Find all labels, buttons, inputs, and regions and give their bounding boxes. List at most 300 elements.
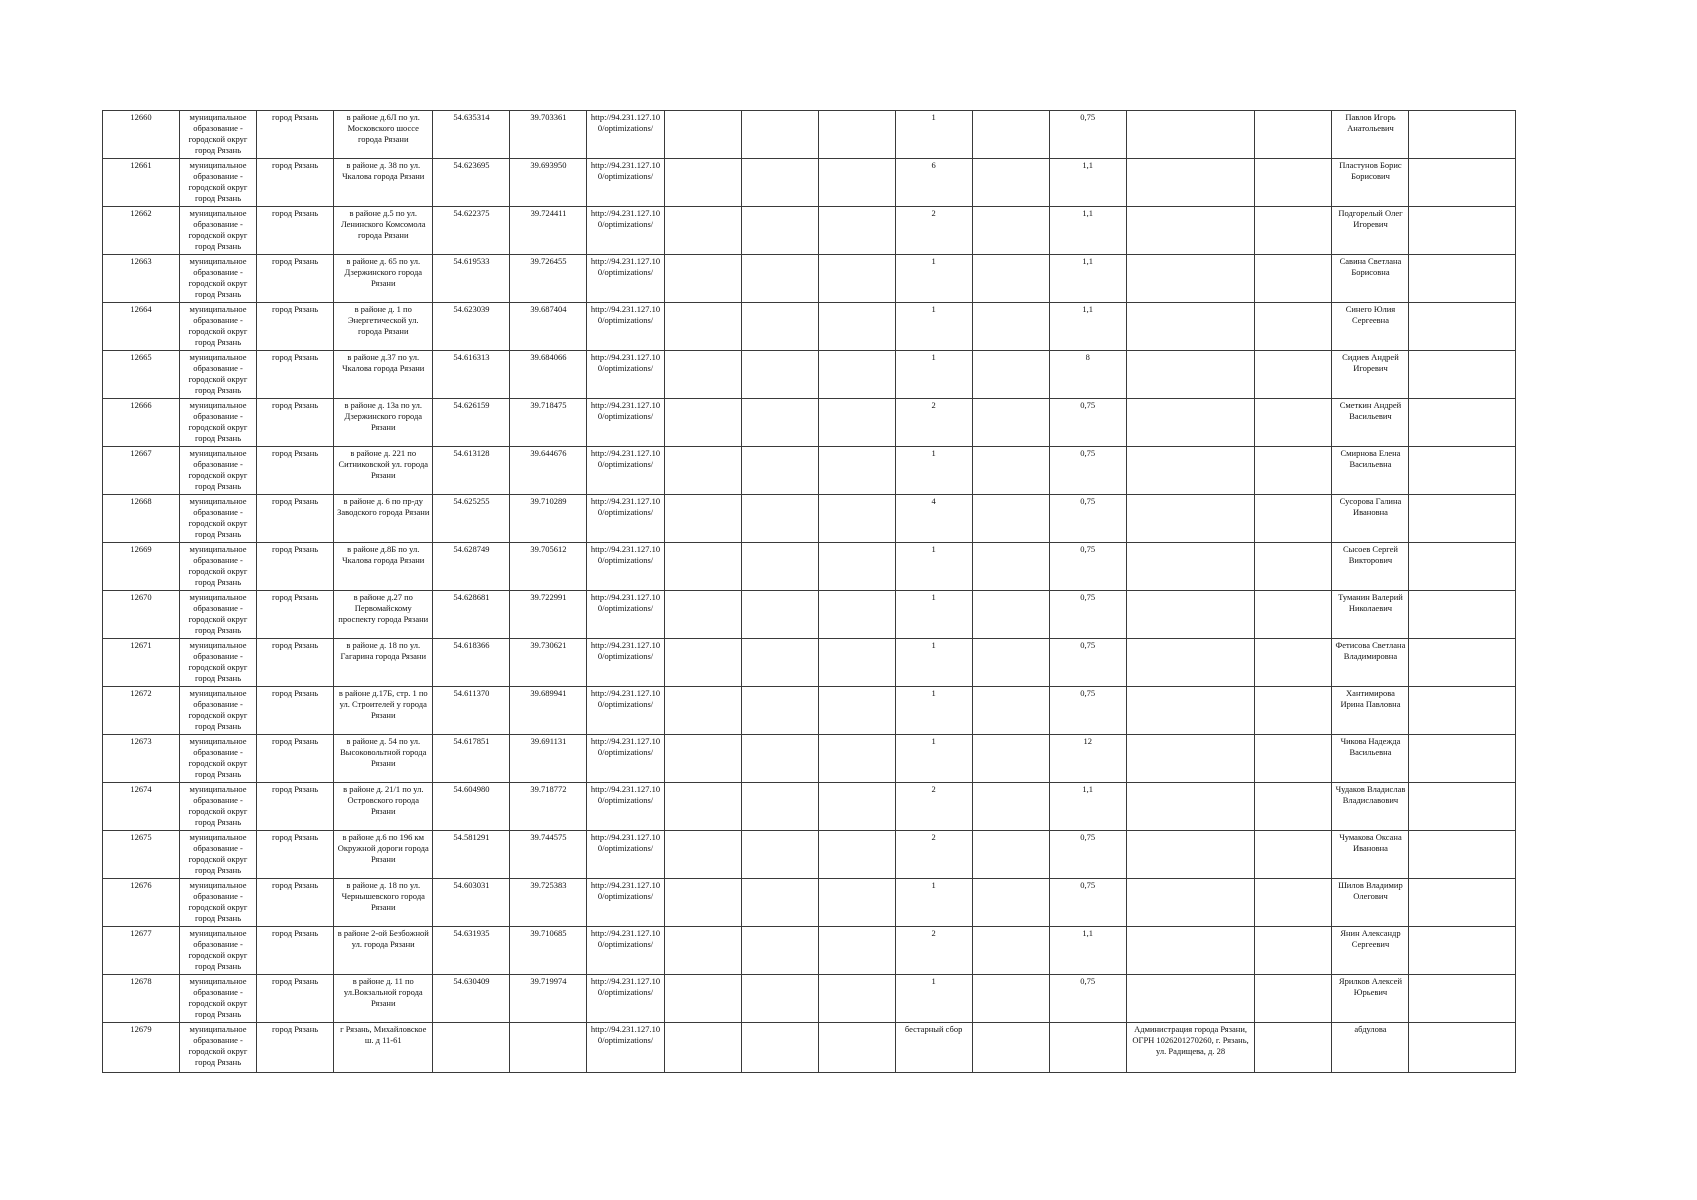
table-row [103, 495, 1516, 543]
empty-cell-a [664, 159, 741, 207]
empty-cell-e [1255, 207, 1332, 255]
empty-cell-e [1255, 399, 1332, 447]
empty-cell-c [818, 543, 895, 591]
address-cell: в районе д.6Л по ул. Московского шоссе города Рязани [334, 111, 433, 159]
table-row [103, 735, 1516, 783]
empty-cell-e [1255, 975, 1332, 1023]
empty-cell-a [664, 207, 741, 255]
empty-cell-b [741, 255, 818, 303]
empty-cell-f [1409, 255, 1516, 303]
owner-person-cell: Синего Юлия Сергеевна [1332, 303, 1409, 351]
city-cell: город Рязань [257, 735, 334, 783]
empty-cell-e [1255, 783, 1332, 831]
empty-cell-a [664, 735, 741, 783]
url-cell: http://94.231.127.100/optimizations/ [587, 831, 664, 879]
owner-person-cell: Фетисова Светлана Владимировна [1332, 639, 1409, 687]
latitude-cell: 54.623695 [433, 159, 510, 207]
empty-cell-e [1255, 927, 1332, 975]
empty-cell-b [741, 447, 818, 495]
longitude-cell: 39.726455 [510, 255, 587, 303]
municipality-cell: муниципальное образование - городской округ город Рязань [180, 207, 257, 255]
table-row [103, 543, 1516, 591]
empty-cell-c [818, 1023, 895, 1073]
owner-organization-cell: Администрация города Рязани, ОГРН 1026201270260, г. Рязань, ул. Радищева, д. 28 [1126, 1023, 1255, 1073]
empty-cell-f [1409, 543, 1516, 591]
owner-organization-cell [1126, 639, 1255, 687]
longitude-cell: 39.718475 [510, 399, 587, 447]
url-cell: http://94.231.127.100/optimizations/ [587, 735, 664, 783]
empty-cell-f [1409, 927, 1516, 975]
container-volume-cell: 0,75 [1049, 111, 1126, 159]
city-cell: город Рязань [257, 399, 334, 447]
latitude-cell: 54.604980 [433, 783, 510, 831]
empty-cell-b [741, 927, 818, 975]
container-volume-cell: 0,75 [1049, 879, 1126, 927]
url-cell: http://94.231.127.100/optimizations/ [587, 351, 664, 399]
empty-cell-b [741, 591, 818, 639]
table-row [103, 303, 1516, 351]
url-cell: http://94.231.127.100/optimizations/ [587, 111, 664, 159]
container-count-cell: 1 [895, 591, 972, 639]
container-count-cell: 1 [895, 735, 972, 783]
address-cell: в районе д. 38 по ул. Чкалова города Рязани [334, 159, 433, 207]
city-cell: город Рязань [257, 207, 334, 255]
longitude-cell: 39.710289 [510, 495, 587, 543]
empty-cell-c [818, 303, 895, 351]
city-cell: город Рязань [257, 495, 334, 543]
container-volume-cell: 1,1 [1049, 207, 1126, 255]
url-cell: http://94.231.127.100/optimizations/ [587, 207, 664, 255]
empty-cell-c [818, 831, 895, 879]
empty-cell-c [818, 159, 895, 207]
owner-organization-cell [1126, 591, 1255, 639]
id-cell: 12667 [103, 447, 180, 495]
latitude-cell [433, 1023, 510, 1073]
empty-cell-e [1255, 639, 1332, 687]
container-count-cell: 1 [895, 255, 972, 303]
empty-cell-d [972, 831, 1049, 879]
empty-cell-d [972, 927, 1049, 975]
container-count-cell: 1 [895, 639, 972, 687]
url-cell: http://94.231.127.100/optimizations/ [587, 975, 664, 1023]
table-row [103, 831, 1516, 879]
empty-cell-b [741, 351, 818, 399]
longitude-cell: 39.687404 [510, 303, 587, 351]
empty-cell-c [818, 495, 895, 543]
empty-cell-b [741, 495, 818, 543]
empty-cell-c [818, 207, 895, 255]
empty-cell-b [741, 879, 818, 927]
address-cell: в районе д.17Б, стр. 1 по ул. Строителей у города Рязани [334, 687, 433, 735]
empty-cell-d [972, 591, 1049, 639]
address-cell: в районе д. 54 по ул. Высоковольтной города Рязани [334, 735, 433, 783]
container-count-cell: 4 [895, 495, 972, 543]
longitude-cell: 39.689941 [510, 687, 587, 735]
city-cell: город Рязань [257, 447, 334, 495]
address-cell: в районе 2-ой Безбожной ул. города Рязани [334, 927, 433, 975]
empty-cell-a [664, 255, 741, 303]
owner-organization-cell [1126, 399, 1255, 447]
owner-person-cell: Чумакова Оксана Ивановна [1332, 831, 1409, 879]
url-cell: http://94.231.127.100/optimizations/ [587, 399, 664, 447]
city-cell: город Рязань [257, 831, 334, 879]
table-body [103, 111, 1516, 1073]
empty-cell-b [741, 639, 818, 687]
owner-person-cell: Сусорова Галина Ивановна [1332, 495, 1409, 543]
address-cell: в районе д. 18 по ул. Гагарина города Рязани [334, 639, 433, 687]
container-count-cell: 2 [895, 399, 972, 447]
owner-organization-cell [1126, 735, 1255, 783]
municipality-cell: муниципальное образование - городской округ город Рязань [180, 927, 257, 975]
empty-cell-a [664, 495, 741, 543]
empty-cell-a [664, 1023, 741, 1073]
url-cell: http://94.231.127.100/optimizations/ [587, 927, 664, 975]
empty-cell-b [741, 687, 818, 735]
empty-cell-a [664, 639, 741, 687]
url-cell: http://94.231.127.100/optimizations/ [587, 591, 664, 639]
municipality-cell: муниципальное образование - городской округ город Рязань [180, 783, 257, 831]
id-cell: 12677 [103, 927, 180, 975]
city-cell: город Рязань [257, 1023, 334, 1073]
longitude-cell: 39.691131 [510, 735, 587, 783]
owner-organization-cell [1126, 303, 1255, 351]
latitude-cell: 54.623039 [433, 303, 510, 351]
empty-cell-a [664, 927, 741, 975]
longitude-cell: 39.725383 [510, 879, 587, 927]
empty-cell-d [972, 879, 1049, 927]
owner-person-cell: Чудаков Владислав Владиславович [1332, 783, 1409, 831]
empty-cell-e [1255, 879, 1332, 927]
container-volume-cell [1049, 1023, 1126, 1073]
empty-cell-a [664, 975, 741, 1023]
table-row [103, 207, 1516, 255]
id-cell: 12674 [103, 783, 180, 831]
url-cell: http://94.231.127.100/optimizations/ [587, 447, 664, 495]
container-volume-cell: 1,1 [1049, 303, 1126, 351]
empty-cell-c [818, 735, 895, 783]
empty-cell-b [741, 303, 818, 351]
longitude-cell: 39.724411 [510, 207, 587, 255]
table-row [103, 1023, 1516, 1073]
municipality-cell: муниципальное образование - городской округ город Рязань [180, 159, 257, 207]
empty-cell-d [972, 735, 1049, 783]
municipality-cell: муниципальное образование - городской округ город Рязань [180, 687, 257, 735]
longitude-cell: 39.730621 [510, 639, 587, 687]
owner-person-cell: Павлов Игорь Анатольевич [1332, 111, 1409, 159]
owner-organization-cell [1126, 687, 1255, 735]
city-cell: город Рязань [257, 879, 334, 927]
municipality-cell: муниципальное образование - городской округ город Рязань [180, 975, 257, 1023]
empty-cell-c [818, 351, 895, 399]
id-cell: 12668 [103, 495, 180, 543]
empty-cell-a [664, 879, 741, 927]
container-volume-cell: 1,1 [1049, 783, 1126, 831]
empty-cell-c [818, 111, 895, 159]
latitude-cell: 54.616313 [433, 351, 510, 399]
owner-organization-cell [1126, 111, 1255, 159]
municipality-cell: муниципальное образование - городской округ город Рязань [180, 111, 257, 159]
empty-cell-d [972, 207, 1049, 255]
owner-person-cell: Сысоев Сергей Викторович [1332, 543, 1409, 591]
longitude-cell: 39.693950 [510, 159, 587, 207]
empty-cell-d [972, 543, 1049, 591]
municipality-cell: муниципальное образование - городской округ город Рязань [180, 495, 257, 543]
empty-cell-e [1255, 303, 1332, 351]
container-volume-cell: 8 [1049, 351, 1126, 399]
owner-person-cell: Пластунов Борис Борисович [1332, 159, 1409, 207]
empty-cell-d [972, 687, 1049, 735]
empty-cell-c [818, 783, 895, 831]
empty-cell-b [741, 111, 818, 159]
longitude-cell [510, 1023, 587, 1073]
empty-cell-f [1409, 735, 1516, 783]
owner-person-cell: Янин Александр Сергеевич [1332, 927, 1409, 975]
owner-person-cell: Чикова Надежда Васильевна [1332, 735, 1409, 783]
empty-cell-e [1255, 831, 1332, 879]
table-row [103, 111, 1516, 159]
city-cell: город Рязань [257, 255, 334, 303]
id-cell: 12671 [103, 639, 180, 687]
container-volume-cell: 0,75 [1049, 975, 1126, 1023]
empty-cell-c [818, 255, 895, 303]
city-cell: город Рязань [257, 351, 334, 399]
empty-cell-e [1255, 111, 1332, 159]
city-cell: город Рязань [257, 783, 334, 831]
id-cell: 12678 [103, 975, 180, 1023]
address-cell: в районе д.37 по ул. Чкалова города Рязани [334, 351, 433, 399]
empty-cell-f [1409, 399, 1516, 447]
latitude-cell: 54.611370 [433, 687, 510, 735]
address-cell: в районе д.5 по ул. Ленинского Комсомола города Рязани [334, 207, 433, 255]
container-count-cell: 2 [895, 207, 972, 255]
owner-organization-cell [1126, 255, 1255, 303]
empty-cell-d [972, 495, 1049, 543]
city-cell: город Рязань [257, 591, 334, 639]
table-row [103, 879, 1516, 927]
city-cell: город Рязань [257, 159, 334, 207]
empty-cell-c [818, 879, 895, 927]
container-count-cell: 1 [895, 687, 972, 735]
owner-person-cell: Хантимирова Ирина Павловна [1332, 687, 1409, 735]
empty-cell-a [664, 831, 741, 879]
longitude-cell: 39.705612 [510, 543, 587, 591]
container-count-cell: 1 [895, 447, 972, 495]
address-cell: в районе д. 1 по Энергетической ул. города Рязани [334, 303, 433, 351]
municipality-cell: муниципальное образование - городской округ город Рязань [180, 255, 257, 303]
address-cell: в районе д. 221 по Ситниковской ул. города Рязани [334, 447, 433, 495]
empty-cell-a [664, 111, 741, 159]
table-row [103, 687, 1516, 735]
container-count-cell: 1 [895, 111, 972, 159]
container-count-cell: бестарный сбор [895, 1023, 972, 1073]
municipality-cell: муниципальное образование - городской округ город Рязань [180, 831, 257, 879]
empty-cell-e [1255, 255, 1332, 303]
municipality-cell: муниципальное образование - городской округ город Рязань [180, 543, 257, 591]
municipality-cell: муниципальное образование - городской округ город Рязань [180, 399, 257, 447]
latitude-cell: 54.631935 [433, 927, 510, 975]
longitude-cell: 39.684066 [510, 351, 587, 399]
url-cell: http://94.231.127.100/optimizations/ [587, 543, 664, 591]
empty-cell-a [664, 783, 741, 831]
municipality-cell: муниципальное образование - городской округ город Рязань [180, 735, 257, 783]
latitude-cell: 54.626159 [433, 399, 510, 447]
empty-cell-c [818, 447, 895, 495]
latitude-cell: 54.581291 [433, 831, 510, 879]
municipality-cell: муниципальное образование - городской округ город Рязань [180, 879, 257, 927]
container-volume-cell: 1,1 [1049, 927, 1126, 975]
container-volume-cell: 0,75 [1049, 687, 1126, 735]
owner-organization-cell [1126, 927, 1255, 975]
id-cell: 12661 [103, 159, 180, 207]
owner-organization-cell [1126, 783, 1255, 831]
empty-cell-a [664, 687, 741, 735]
latitude-cell: 54.619533 [433, 255, 510, 303]
empty-cell-c [818, 687, 895, 735]
url-cell: http://94.231.127.100/optimizations/ [587, 639, 664, 687]
id-cell: 12675 [103, 831, 180, 879]
url-cell: http://94.231.127.100/optimizations/ [587, 255, 664, 303]
owner-organization-cell [1126, 975, 1255, 1023]
latitude-cell: 54.630409 [433, 975, 510, 1023]
address-cell: в районе д.27 по Первомайскому проспекту города Рязани [334, 591, 433, 639]
empty-cell-e [1255, 351, 1332, 399]
owner-organization-cell [1126, 543, 1255, 591]
owner-organization-cell [1126, 495, 1255, 543]
table-row [103, 975, 1516, 1023]
municipality-cell: муниципальное образование - городской округ город Рязань [180, 591, 257, 639]
empty-cell-f [1409, 687, 1516, 735]
empty-cell-f [1409, 975, 1516, 1023]
url-cell: http://94.231.127.100/optimizations/ [587, 879, 664, 927]
container-volume-cell: 1,1 [1049, 255, 1126, 303]
empty-cell-f [1409, 303, 1516, 351]
empty-cell-b [741, 735, 818, 783]
latitude-cell: 54.628749 [433, 543, 510, 591]
latitude-cell: 54.625255 [433, 495, 510, 543]
container-count-cell: 6 [895, 159, 972, 207]
container-volume-cell: 0,75 [1049, 447, 1126, 495]
empty-cell-b [741, 399, 818, 447]
table-row [103, 783, 1516, 831]
empty-cell-b [741, 831, 818, 879]
empty-cell-d [972, 783, 1049, 831]
id-cell: 12660 [103, 111, 180, 159]
latitude-cell: 54.628681 [433, 591, 510, 639]
table-row [103, 639, 1516, 687]
empty-cell-f [1409, 1023, 1516, 1073]
municipality-cell: муниципальное образование - городской округ город Рязань [180, 1023, 257, 1073]
city-cell: город Рязань [257, 927, 334, 975]
table-row [103, 447, 1516, 495]
owner-person-cell: Шилов Владимир Олегович [1332, 879, 1409, 927]
city-cell: город Рязань [257, 639, 334, 687]
empty-cell-f [1409, 591, 1516, 639]
empty-cell-f [1409, 447, 1516, 495]
address-cell: в районе д.8Б по ул. Чкалова города Рязани [334, 543, 433, 591]
container-volume-cell: 0,75 [1049, 831, 1126, 879]
address-cell: г Рязань, Михайловское ш. д 11-61 [334, 1023, 433, 1073]
empty-cell-e [1255, 495, 1332, 543]
latitude-cell: 54.617851 [433, 735, 510, 783]
id-cell: 12662 [103, 207, 180, 255]
latitude-cell: 54.603031 [433, 879, 510, 927]
container-count-cell: 1 [895, 303, 972, 351]
empty-cell-b [741, 1023, 818, 1073]
empty-cell-f [1409, 831, 1516, 879]
owner-person-cell: Ярилков Алексей Юрьевич [1332, 975, 1409, 1023]
empty-cell-d [972, 111, 1049, 159]
id-cell: 12676 [103, 879, 180, 927]
empty-cell-e [1255, 447, 1332, 495]
container-count-cell: 1 [895, 351, 972, 399]
url-cell: http://94.231.127.100/optimizations/ [587, 687, 664, 735]
owner-organization-cell [1126, 159, 1255, 207]
empty-cell-e [1255, 735, 1332, 783]
longitude-cell: 39.718772 [510, 783, 587, 831]
empty-cell-f [1409, 639, 1516, 687]
city-cell: город Рязань [257, 543, 334, 591]
longitude-cell: 39.703361 [510, 111, 587, 159]
owner-person-cell: абдулова [1332, 1023, 1409, 1073]
id-cell: 12669 [103, 543, 180, 591]
url-cell: http://94.231.127.100/optimizations/ [587, 303, 664, 351]
empty-cell-d [972, 159, 1049, 207]
empty-cell-d [972, 255, 1049, 303]
table-row [103, 927, 1516, 975]
city-cell: город Рязань [257, 303, 334, 351]
owner-organization-cell [1126, 879, 1255, 927]
empty-cell-f [1409, 207, 1516, 255]
municipality-cell: муниципальное образование - городской округ город Рязань [180, 303, 257, 351]
url-cell: http://94.231.127.100/optimizations/ [587, 1023, 664, 1073]
table-row [103, 255, 1516, 303]
empty-cell-c [818, 591, 895, 639]
id-cell: 12666 [103, 399, 180, 447]
longitude-cell: 39.710685 [510, 927, 587, 975]
city-cell: город Рязань [257, 687, 334, 735]
id-cell: 12665 [103, 351, 180, 399]
owner-organization-cell [1126, 831, 1255, 879]
empty-cell-f [1409, 879, 1516, 927]
empty-cell-b [741, 783, 818, 831]
municipality-cell: муниципальное образование - городской округ город Рязань [180, 351, 257, 399]
table-row [103, 399, 1516, 447]
empty-cell-f [1409, 111, 1516, 159]
container-volume-cell: 1,1 [1049, 159, 1126, 207]
longitude-cell: 39.722991 [510, 591, 587, 639]
container-volume-cell: 0,75 [1049, 495, 1126, 543]
container-volume-cell: 12 [1049, 735, 1126, 783]
empty-cell-e [1255, 1023, 1332, 1073]
empty-cell-d [972, 447, 1049, 495]
empty-cell-f [1409, 159, 1516, 207]
empty-cell-f [1409, 495, 1516, 543]
municipality-cell: муниципальное образование - городской округ город Рязань [180, 639, 257, 687]
empty-cell-a [664, 591, 741, 639]
id-cell: 12664 [103, 303, 180, 351]
container-count-cell: 1 [895, 543, 972, 591]
empty-cell-d [972, 639, 1049, 687]
owner-person-cell: Смирнова Елена Васильевна [1332, 447, 1409, 495]
empty-cell-f [1409, 783, 1516, 831]
table-row [103, 351, 1516, 399]
address-cell: в районе д.6 по 196 км Окружной дороги города Рязани [334, 831, 433, 879]
empty-cell-c [818, 639, 895, 687]
id-cell: 12679 [103, 1023, 180, 1073]
empty-cell-a [664, 399, 741, 447]
empty-cell-e [1255, 159, 1332, 207]
owner-person-cell: Сидиев Андрей Игоревич [1332, 351, 1409, 399]
